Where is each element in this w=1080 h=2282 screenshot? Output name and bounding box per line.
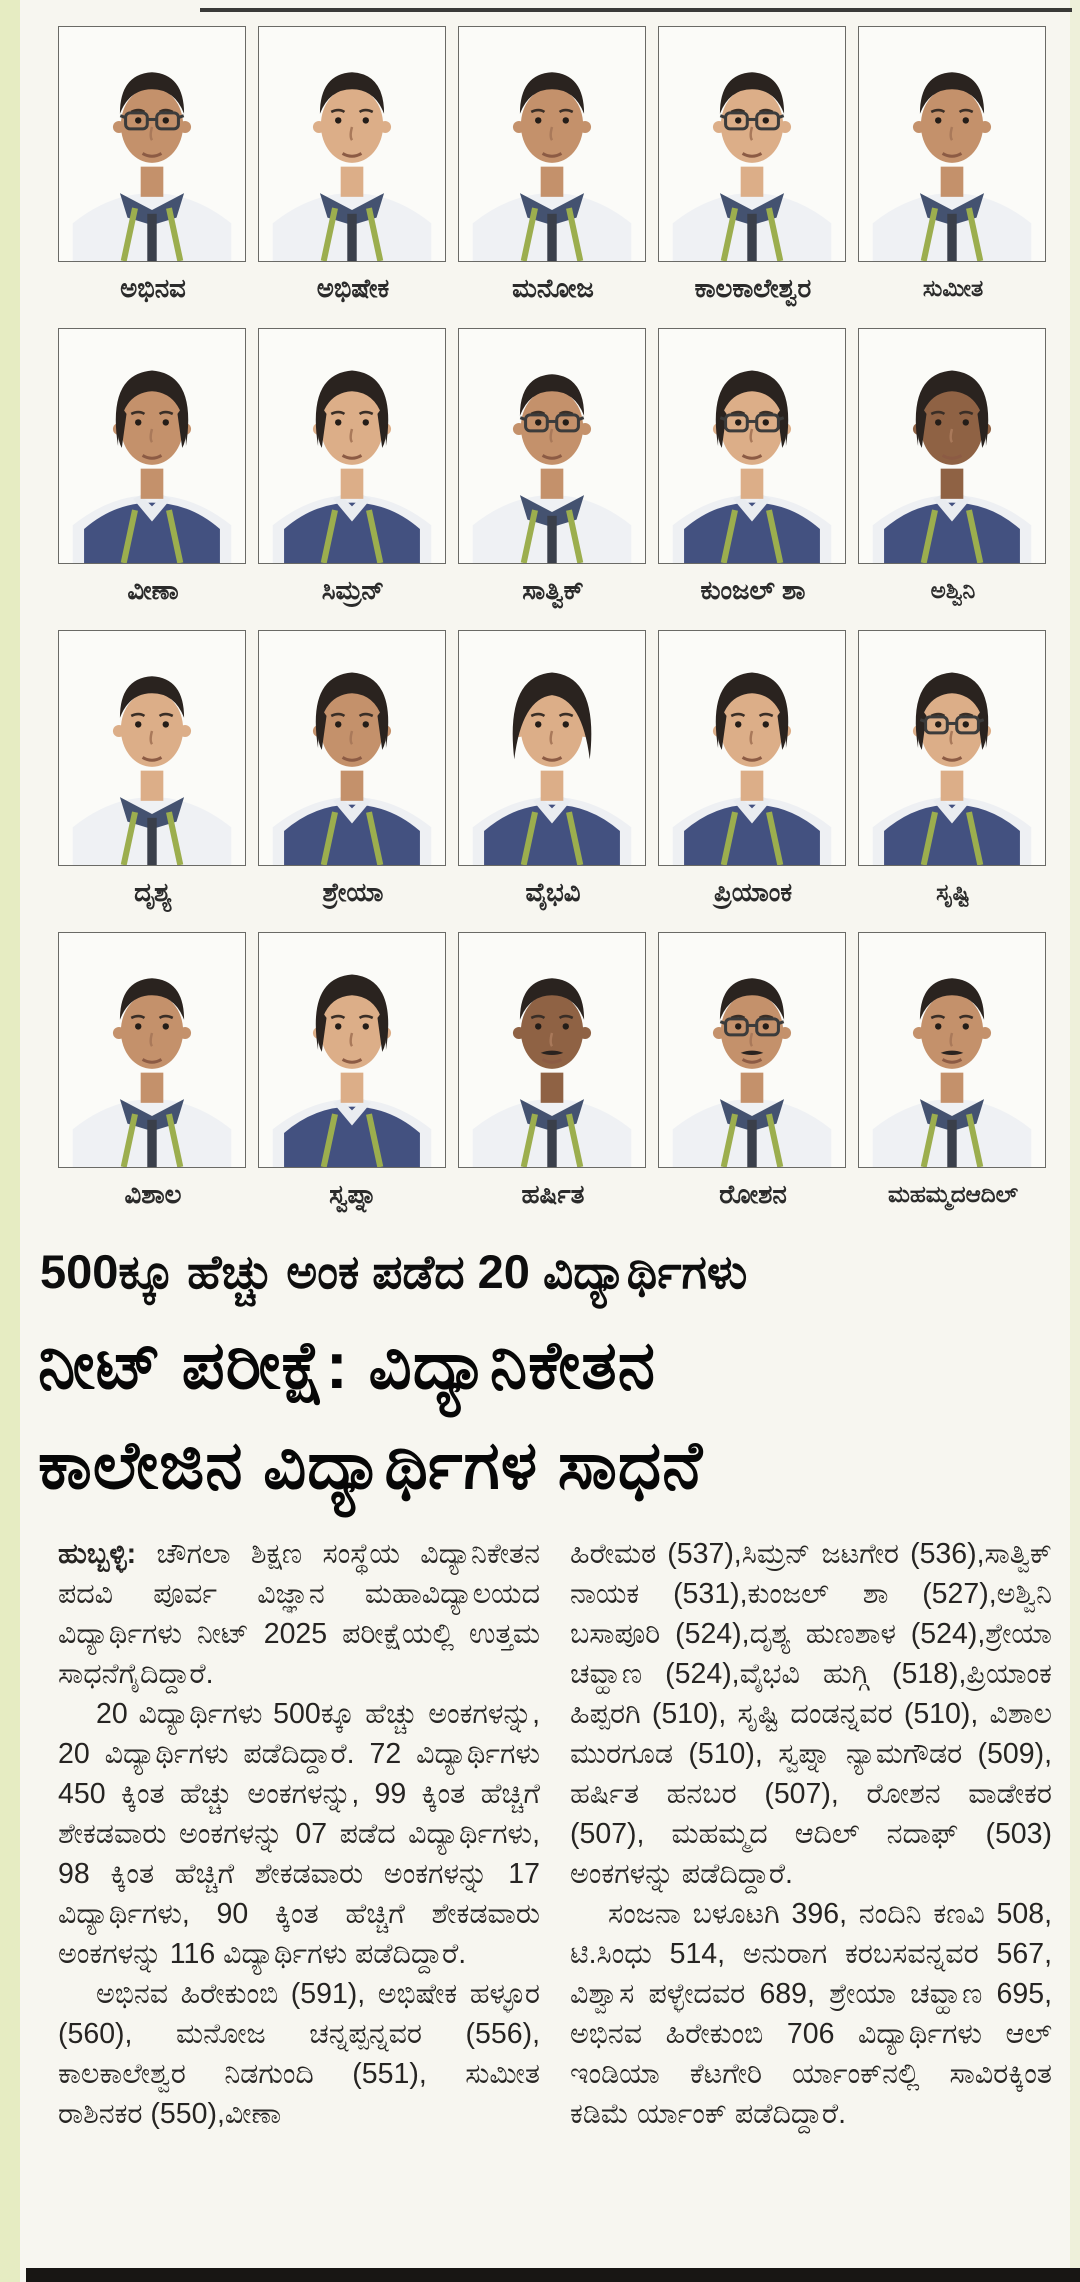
student-name-caption: ಸಿಮ್ರನ್	[321, 575, 385, 605]
student-name-caption: ವೀಣಾ	[127, 575, 179, 605]
student-cell	[58, 932, 248, 1212]
student-cell	[858, 630, 1048, 910]
student-portrait-photo	[858, 932, 1046, 1168]
student-name-caption: ಸಾತ್ವಿಕ್	[522, 575, 584, 605]
article-column-left	[58, 1534, 540, 2134]
top-rule	[200, 8, 1072, 12]
student-cell	[858, 932, 1048, 1212]
student-name-caption: ವಿಶಾಲ	[124, 1179, 182, 1209]
student-name-caption: ಕುಂಜಲ್ ಶಾ	[700, 575, 806, 605]
article-paragraph	[570, 1534, 1052, 1894]
article-paragraph	[58, 1974, 540, 2134]
photo-row-3	[58, 630, 1050, 910]
paragraph-text: ಸಂಜನಾ ಬಳೂಟಗಿ 396, ನಂದಿನಿ ಕಣವಿ 508, ಟಿ.ಸಿಂಧು 514, ಅನುರಾಗ ಕರಬಸವನ್ನವರ 567, ವಿಶ್ವಾಸ ಪಳ್ಳೇದವರ 689, ಶ್ರೇಯಾ ಚವ್ಹಾಣ 695, ಅಭಿನವ ಹಿರೇಕುಂಬಿ 706 ವಿದ್ಯಾರ್ಥಿಗಳು ಆಲ್ ಇಂಡಿಯಾ ಕೆಟಗೇರಿ ರ್ಯಾಂಕ್‌ನಲ್ಲಿ ಸಾವಿರಕ್ಕಿಂತ ಕಡಿಮೆ ರ್ಯಾಂಕ್ ಪಡೆದಿದ್ದಾರೆ.	[570, 1898, 1052, 2130]
student-portrait-photo	[258, 932, 446, 1168]
photo-row-1	[58, 26, 1050, 306]
student-portrait-photo	[458, 328, 646, 564]
student-portrait-photo	[658, 26, 846, 262]
main-headline-line1: ನೀಟ್ ಪರೀಕ್ಷೆ: ವಿದ್ಯಾನಿಕೇತನ	[38, 1328, 657, 1403]
student-cell	[458, 630, 648, 910]
student-name-caption: ಸುಮೀತ	[922, 275, 984, 301]
student-portrait-photo	[658, 328, 846, 564]
student-name-caption: ಸ್ವಪ್ನಾ	[329, 1179, 377, 1209]
photo-row-2	[58, 328, 1050, 608]
student-name-caption: ಮನೋಜ	[512, 273, 594, 303]
student-portrait-photo	[458, 26, 646, 262]
page-edge-strip-left	[0, 0, 20, 2282]
paragraph-text: ಹಿರೇಮಠ (537),ಸಿಮ್ರನ್ ಜಟಗೇರ (536),ಸಾತ್ವಿಕ್ ನಾಯಕ (531),ಕುಂಜಲ್ ಶಾ (527),ಅಶ್ವಿನಿ ಬಸಾಪೂರಿ (524),ದೃಶ್ಯ ಹುಣಶಾಳ (524),ಶ್ರೇಯಾ ಚವ್ಹಾಣ (524),ವೈಭವಿ ಹುಗ್ಗಿ (518),ಪ್ರಿಯಾಂಕ ಹಿಪ್ಪರಗಿ (510), ಸೃಷ್ಟಿ ದಂಡನ್ನವರ (510), ವಿಶಾಲ ಮುರಗೂಡ (510), ಸ್ವಪ್ನಾ ನ್ಯಾಮಗೌಡರ (509), ಹರ್ಷಿತ ಹನಬರ (507), ರೋಶನ ವಾಡೇಕರ (507), ಮಹಮ್ಮದ ಆದಿಲ್ ನದಾಫ್ (503) ಅಂಕಗಳನ್ನು ಪಡೆದಿದ್ದಾರೆ.	[570, 1538, 1052, 1890]
student-portrait-photo	[858, 328, 1046, 564]
student-cell	[58, 328, 248, 608]
photo-row-4	[58, 932, 1050, 1212]
bottom-rule	[26, 2268, 1080, 2282]
article-column-right	[570, 1534, 1052, 2134]
article-paragraph	[58, 1534, 540, 1694]
student-cell	[258, 630, 448, 910]
student-cell	[58, 26, 248, 306]
student-name-caption: ಅಭಿಷೇಕ	[316, 273, 390, 303]
student-cell	[458, 328, 648, 608]
student-name-caption: ಅಶ್ವಿನಿ	[930, 577, 976, 603]
student-name-caption: ದೃಶ್ಯ	[134, 877, 172, 907]
dateline-lead: ಹುಬ್ಬಳ್ಳಿ:	[58, 1538, 137, 1570]
student-portrait-photo	[58, 932, 246, 1168]
kicker-headline: 500ಕ್ಕೂ ಹೆಚ್ಚು ಅಂಕ ಪಡೆದ 20 ವಿದ್ಯಾರ್ಥಿಗಳು	[40, 1245, 748, 1298]
student-portrait-photo	[58, 26, 246, 262]
paragraph-text: ಅಭಿನವ ಹಿರೇಕುಂಬಿ (591), ಅಭಿಷೇಕ ಹಳ್ಳೂರ (560), ಮನೋಜ ಚನ್ನಪ್ಪನ್ನವರ (556), ಕಾಲಕಾಲೇಶ್ವರ ನಿಡಗುಂದಿ (551), ಸುಮೀತ ರಾಶಿನಕರ (550),ವೀಣಾ	[58, 1978, 540, 2130]
student-portrait-photo	[258, 328, 446, 564]
student-name-caption: ಶ್ರೇಯಾ	[322, 877, 384, 907]
student-portrait-photo	[858, 630, 1046, 866]
paragraph-text: ಚೌಗಲಾ ಶಿಕ್ಷಣ ಸಂಸ್ಥೆಯ ವಿದ್ಯಾನಿಕೇತನ ಪದವಿ ಪೂರ್ವ ವಿಜ್ಞಾನ ಮಹಾವಿದ್ಯಾಲಯದ ವಿದ್ಯಾರ್ಥಿಗಳು ನೀಟ್ 2025 ಪರೀಕ್ಷೆಯಲ್ಲಿ ಉತ್ತಮ ಸಾಧನೆಗೈದಿದ್ದಾರೆ.	[58, 1538, 540, 1690]
student-portrait-photo	[258, 26, 446, 262]
student-cell	[458, 932, 648, 1212]
main-headline-line2: ಕಾಲೇಜಿನ ವಿದ್ಯಾರ್ಥಿಗಳ ಸಾಧನೆ	[38, 1428, 704, 1503]
student-photo-grid	[58, 26, 1050, 1234]
article-body	[58, 1534, 1052, 2134]
student-cell	[858, 26, 1048, 306]
student-portrait-photo	[458, 630, 646, 866]
student-cell	[658, 932, 848, 1212]
main-headline	[38, 1316, 1048, 1516]
paragraph-text: 20 ವಿದ್ಯಾರ್ಥಿಗಳು 500ಕ್ಕೂ ಹೆಚ್ಚು ಅಂಕಗಳನ್ನು, 20 ವಿದ್ಯಾರ್ಥಿಗಳು ಪಡೆದಿದ್ದಾರೆ. 72 ವಿದ್ಯಾರ್ಥಿಗಳು 450 ಕ್ಕಿಂತ ಹೆಚ್ಚು ಅಂಕಗಳನ್ನು, 99 ಕ್ಕಿಂತ ಹೆಚ್ಚಿಗೆ ಶೇಕಡವಾರು ಅಂಕಗಳನ್ನು 07 ಪಡೆದ ವಿದ್ಯಾರ್ಥಿಗಳು, 98 ಕ್ಕಿಂತ ಹೆಚ್ಚಿಗೆ ಶೇಕಡವಾರು ಅಂಕಗಳನ್ನು 17 ವಿದ್ಯಾರ್ಥಿಗಳು, 90 ಕ್ಕಿಂತ ಹೆಚ್ಚಿಗೆ ಶೇಕಡವಾರು ಅಂಕಗಳನ್ನು 116 ವಿದ್ಯಾರ್ಥಿಗಳು ಪಡೆದಿದ್ದಾರೆ.	[58, 1698, 540, 1970]
student-portrait-photo	[858, 26, 1046, 262]
student-portrait-photo	[658, 630, 846, 866]
student-name-caption: ಹರ್ಷಿತ	[521, 1179, 585, 1209]
student-cell	[658, 328, 848, 608]
student-cell	[458, 26, 648, 306]
student-cell	[58, 630, 248, 910]
student-cell	[258, 932, 448, 1212]
student-cell	[658, 630, 848, 910]
student-name-caption: ಕಾಲಕಾಲೇಶ್ವರ	[694, 273, 812, 303]
student-cell	[658, 26, 848, 306]
student-cell	[858, 328, 1048, 608]
article-paragraph	[570, 1894, 1052, 2134]
student-name-caption: ಅಭಿನವ	[120, 273, 186, 303]
student-name-caption: ವೈಭವಿ	[525, 877, 581, 907]
student-cell	[258, 328, 448, 608]
student-portrait-photo	[658, 932, 846, 1168]
student-portrait-photo	[258, 630, 446, 866]
page-edge-strip-right	[1070, 0, 1080, 2282]
student-name-caption: ರೋಶನ	[719, 1179, 787, 1209]
student-name-caption: ಪ್ರಿಯಾಂಕ	[713, 877, 793, 907]
student-portrait-photo	[458, 932, 646, 1168]
student-portrait-photo	[58, 328, 246, 564]
student-name-caption: ಮಹಮ್ಮದಆದಿಲ್	[887, 1181, 1019, 1207]
student-name-caption: ಸೃಷ್ಟಿ	[936, 879, 970, 905]
student-cell	[258, 26, 448, 306]
student-portrait-photo	[58, 630, 246, 866]
article-paragraph	[58, 1694, 540, 1974]
